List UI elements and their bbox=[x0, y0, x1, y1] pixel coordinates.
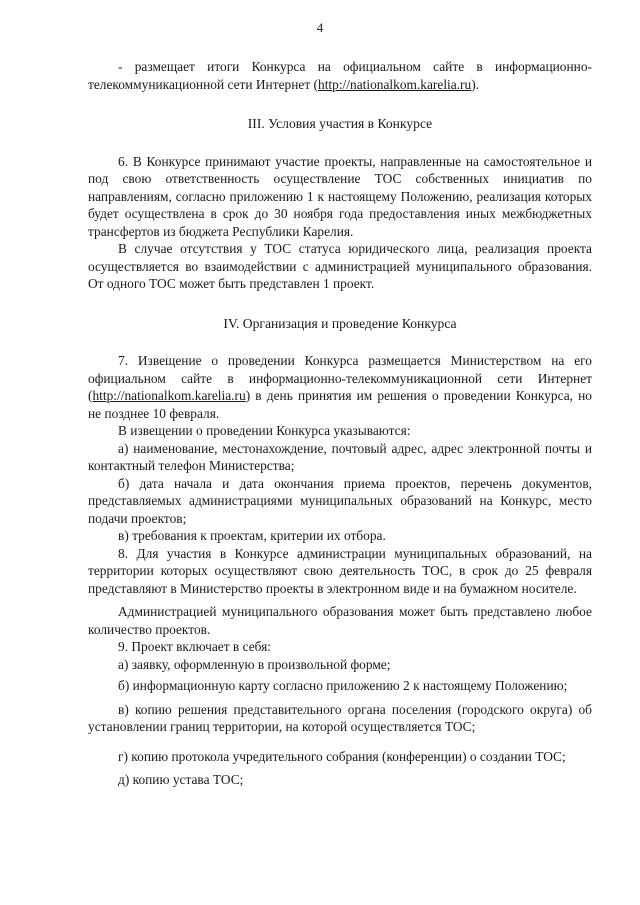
paragraph-8: 8. Для участия в Конкурсе администрации муниципальных образований, на территории которых осуществляют свою деятельность ТОС, в срок до 25 февраля представляют в Министерство проекты в электронном виде и на бумажном носителе. bbox=[88, 545, 592, 596]
notice-item-v: в) требования к проектам, критерии их отбора. bbox=[118, 528, 386, 543]
page-number: 4 bbox=[316, 20, 324, 35]
notice-item-a: а) наименование, местонахождение, почтовый адрес, адрес электронной почты и контактный телефон Министерства; bbox=[88, 440, 592, 473]
notice-intro: В извещении о проведении Конкурса указываются: bbox=[118, 423, 411, 438]
paragraph-9: 9. Проект включает в себя: bbox=[118, 639, 271, 654]
section-3-heading: III. Условия участия в Конкурсе bbox=[247, 116, 433, 131]
item-9d: д) копию устава ТОС; bbox=[118, 772, 244, 787]
section-4-heading: IV. Организация и проведение Конкурса bbox=[223, 315, 457, 331]
paragraph-6: 6. В Конкурсе принимают участие проекты, направленные на самостоятельное и под свою ответственность осуществление ТОС собственных инициатив по направлениям, согласно приложению 1 к настоящему Положению, реализация которых будет осуществлена в срок до 30 ноября года предоставления иных межбюджетных трансфертов из бюджета Республики Карелия. bbox=[88, 153, 592, 239]
paragraph-8b: Администрацией муниципального образования может быть представлено любое количество проектов. bbox=[88, 604, 592, 637]
item-9a: а) заявку, оформленную в произвольной форме; bbox=[118, 656, 391, 672]
website-link[interactable]: http://nationalkom.karelia.ru bbox=[318, 76, 472, 92]
item-9b: б) информационную карту согласно приложению 2 к настоящему Положению; bbox=[118, 678, 568, 693]
paragraph-7 bbox=[88, 352, 592, 422]
document-body bbox=[88, 58, 592, 789]
intro-paragraph bbox=[88, 58, 592, 93]
item-9g: г) копию протокола учредительного собрания (конференции) о создании ТОС; bbox=[118, 748, 566, 764]
intro-text-end: ). bbox=[471, 76, 480, 92]
website-link-2[interactable]: http://nationalkom.karelia.ru bbox=[92, 388, 246, 403]
p7-text-end: ) в день принятия им решения о проведении Конкурса, но не позднее 10 февраля. bbox=[88, 388, 592, 421]
intro-text: - размещает итоги Конкурса на официальном сайте в информационно-телекоммуникационной сети Интернет ( bbox=[88, 59, 592, 92]
paragraph-absent-status: В случае отсутствия у ТОС статуса юридического лица, реализация проекта осуществляется во взаимодействии с администрацией муниципального образования. От одного ТОС может быть представлен 1 проект. bbox=[88, 241, 592, 291]
notice-item-b: б) дата начала и дата окончания приема проектов, перечень документов, представляемых администрациями муниципальных образований на Конкурс, место подачи проектов; bbox=[88, 475, 592, 526]
p7-text: 7. Извещение о проведении Конкурса размещается Министерством на его официальном сайте в информационно-телекоммуникационной сети Интернет ( bbox=[88, 353, 592, 403]
item-9v: в) копию решения представительного органа поселения (городского округа) об установлении границ территории, на которой осуществляется ТОС; bbox=[88, 701, 592, 734]
